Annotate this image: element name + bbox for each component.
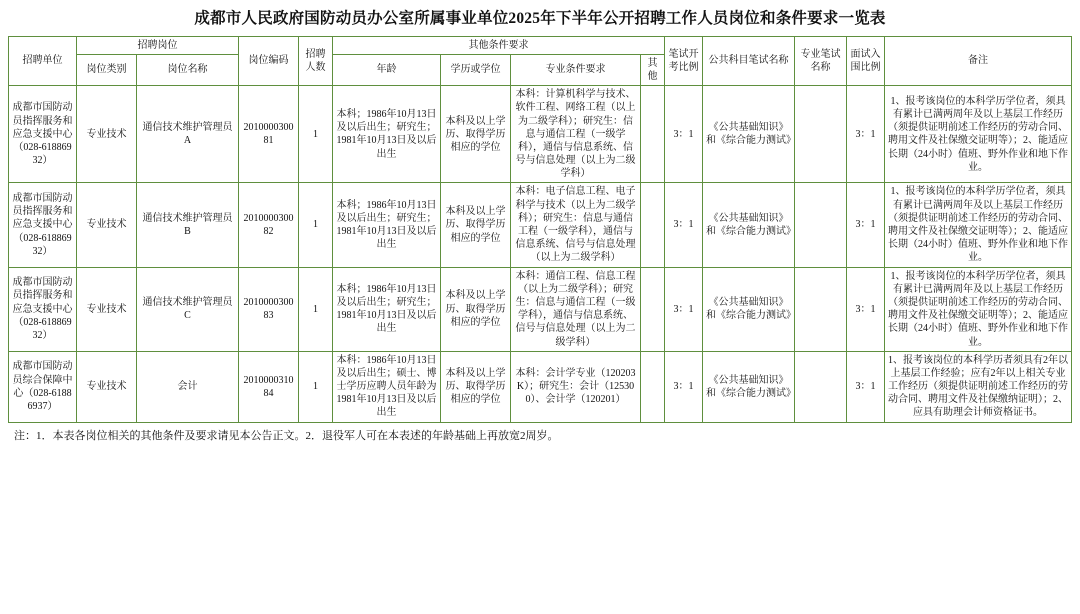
cell-remarks: 1、报考该岗位的本科学历学位者，须具有累计已满两周年及以上基层工作经历（须提供证明前述工作经历的劳动合同、聘用文件及社保缴交证明等）；2、能适应长期（24小时）值班、野外作业和地下作业。 <box>885 183 1072 267</box>
cell-public-subject: 《公共基础知识》和《综合能力测试》 <box>703 86 795 183</box>
cell-post-category: 专业技术 <box>77 267 137 351</box>
recruitment-table <box>8 36 1072 423</box>
cell-public-subject: 《公共基础知识》和《综合能力测试》 <box>703 351 795 422</box>
table-footnote: 注：1．本表各岗位相关的其他条件及要求请见本公告正文。2．退役军人可在本表述的年龄基础上再放宽2周岁。 <box>14 429 559 442</box>
cell-exam-ratio: 3：1 <box>665 351 703 422</box>
cell-remarks: 1、报考该岗位的本科学历者须具有2年以上基层工作经验；应有2年以上相关专业工作经历（须提供证明前述工作经历的劳动合同、聘用文件及社保缴纳证明）；2、应具有助理会计师资格证书。 <box>885 351 1072 422</box>
page-title: 成都市人民政府国防动员办公室所属事业单位2025年下半年公开招聘工作人员岗位和条件要求一览表 <box>194 10 886 27</box>
cell-major: 本科：会计学专业（120203K）；研究生：会计（125300）、会计学（120201） <box>511 351 641 422</box>
cell-remarks: 1、报考该岗位的本科学历学位者，须具有累计已满两周年及以上基层工作经历（须提供证明前述工作经历的劳动合同、聘用文件及社保缴交证明等）；2、能适应长期（24小时）值班、野外作业和地下作业。 <box>885 267 1072 351</box>
cell-public-subject: 《公共基础知识》和《综合能力测试》 <box>703 183 795 267</box>
cell-employer: 成都市国防动员指挥服务和应急支援中心（028-61886932） <box>9 86 77 183</box>
th-interview-ratio: 面试入围比例 <box>847 36 885 86</box>
cell-other <box>641 267 665 351</box>
cell-post-name: 会计 <box>137 351 239 422</box>
cell-interview-ratio: 3：1 <box>847 351 885 422</box>
header-row-1 <box>9 36 1072 54</box>
cell-interview-ratio: 3：1 <box>847 183 885 267</box>
table-row <box>9 351 1072 422</box>
cell-education: 本科及以上学历、取得学历相应的学位 <box>441 86 511 183</box>
cell-employer: 成都市国防动员指挥服务和应急支援中心（028-61886932） <box>9 183 77 267</box>
cell-education: 本科及以上学历、取得学历相应的学位 <box>441 183 511 267</box>
table-row <box>9 267 1072 351</box>
cell-post-code: 201000031084 <box>239 351 299 422</box>
cell-age: 本科；1986年10月13日及以后出生；研究生；1981年10月13日及以后出生 <box>333 183 441 267</box>
cell-post-code: 201000030083 <box>239 267 299 351</box>
cell-post-name: 通信技术维护管理员A <box>137 86 239 183</box>
cell-post-name: 通信技术维护管理员B <box>137 183 239 267</box>
cell-other <box>641 183 665 267</box>
cell-major-exam-name <box>795 351 847 422</box>
cell-exam-ratio: 3：1 <box>665 183 703 267</box>
cell-other <box>641 351 665 422</box>
cell-headcount: 1 <box>299 351 333 422</box>
table-body <box>9 86 1072 423</box>
table-row <box>9 183 1072 267</box>
cell-major-exam-name <box>795 183 847 267</box>
cell-employer: 成都市国防动员指挥服务和应急支援中心（028-61886932） <box>9 267 77 351</box>
cell-remarks: 1、报考该岗位的本科学历学位者，须具有累计已满两周年及以上基层工作经历（须提供证明前述工作经历的劳动合同、聘用文件及社保缴交证明等）；2、能适应长期（24小时）值班、野外作业和地下作业。 <box>885 86 1072 183</box>
table-row <box>9 86 1072 183</box>
cell-interview-ratio: 3：1 <box>847 267 885 351</box>
cell-headcount: 1 <box>299 86 333 183</box>
cell-major-exam-name <box>795 267 847 351</box>
cell-education: 本科及以上学历、取得学历相应的学位 <box>441 267 511 351</box>
th-age: 年龄 <box>333 54 441 85</box>
cell-employer: 成都市国防动员综合保障中心（028-61886937） <box>9 351 77 422</box>
th-recruit-post: 招聘岗位 <box>77 36 239 54</box>
cell-post-category: 专业技术 <box>77 351 137 422</box>
th-exam-ratio: 笔试开考比例 <box>665 36 703 86</box>
cell-major-exam-name <box>795 86 847 183</box>
cell-post-code: 201000030081 <box>239 86 299 183</box>
th-other: 其他 <box>641 54 665 85</box>
th-headcount: 招聘人数 <box>299 36 333 86</box>
th-major: 专业条件要求 <box>511 54 641 85</box>
th-major-exam-name: 专业笔试名称 <box>795 36 847 86</box>
cell-age: 本科：1986年10月13日及以后出生；硕士、博士学历应聘人员年龄为1981年10月13日及以后出生 <box>333 351 441 422</box>
th-post-name: 岗位名称 <box>137 54 239 85</box>
th-post-code: 岗位编码 <box>239 36 299 86</box>
cell-major: 本科：电子信息工程、电子科学与技术（以上为二级学科）；研究生：信息与通信工程（一级学科），通信与信息系统、信号与信息处理（以上为二级学科） <box>511 183 641 267</box>
th-other-conditions: 其他条件要求 <box>333 36 665 54</box>
th-employer: 招聘单位 <box>9 36 77 86</box>
th-post-category: 岗位类别 <box>77 54 137 85</box>
cell-post-name: 通信技术维护管理员C <box>137 267 239 351</box>
cell-other <box>641 86 665 183</box>
cell-major: 本科：通信工程、信息工程（以上为二级学科）；研究生：信息与通信工程（一级学科），通信与信息系统、信号与信息处理（以上为二级学科） <box>511 267 641 351</box>
cell-headcount: 1 <box>299 267 333 351</box>
th-education: 学历或学位 <box>441 54 511 85</box>
cell-age: 本科；1986年10月13日及以后出生；研究生；1981年10月13日及以后出生 <box>333 267 441 351</box>
table-header <box>9 36 1072 86</box>
cell-education: 本科及以上学历、取得学历相应的学位 <box>441 351 511 422</box>
cell-interview-ratio: 3：1 <box>847 86 885 183</box>
cell-headcount: 1 <box>299 183 333 267</box>
cell-major: 本科：计算机科学与技术、软件工程、网络工程（以上为二级学科）；研究生：信息与通信工程（一级学科），通信与信息系统、信号与信息处理（以上为二级学科） <box>511 86 641 183</box>
th-public-subject: 公共科目笔试名称 <box>703 36 795 86</box>
cell-age: 本科；1986年10月13日及以后出生；研究生；1981年10月13日及以后出生 <box>333 86 441 183</box>
cell-post-category: 专业技术 <box>77 86 137 183</box>
cell-exam-ratio: 3：1 <box>665 267 703 351</box>
cell-exam-ratio: 3：1 <box>665 86 703 183</box>
th-remarks: 备注 <box>885 36 1072 86</box>
cell-public-subject: 《公共基础知识》和《综合能力测试》 <box>703 267 795 351</box>
cell-post-code: 201000030082 <box>239 183 299 267</box>
cell-post-category: 专业技术 <box>77 183 137 267</box>
